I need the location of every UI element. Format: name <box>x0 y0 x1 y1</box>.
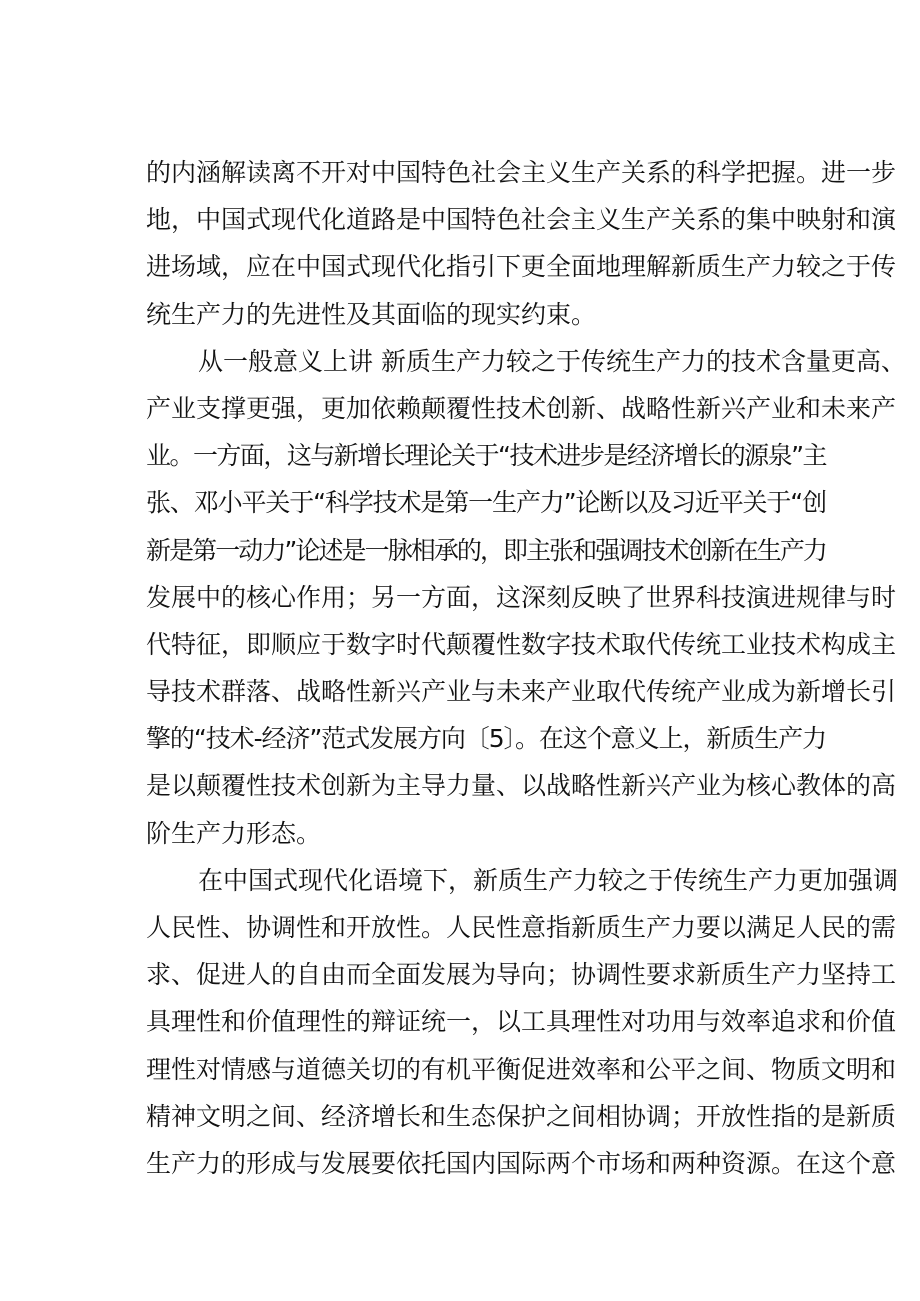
text-line: 产业支撑更强，更加依赖颠覆性技术创新、战略性新兴产业和未来产 <box>146 393 897 423</box>
text-line: 的内涵解读离不开对中国特色社会主义生产关系的科学把握。进一步 <box>146 158 897 187</box>
text-line: 统生产力的先进性及其面临的现实约束。 <box>146 299 597 329</box>
text-line: 理性对情感与道德关切的有机平衡促进效率和公平之间、物质文明和 <box>146 1054 897 1084</box>
text-line: 具理性和价值理性的辩证统一，以工具理性对功用与效率追求和价值 <box>146 1007 897 1037</box>
text-line: 导技术群落、战略性新兴产业与未来产业取代传统产业成为新增长引 <box>146 677 897 707</box>
text-line: 代特征，即顺应于数字时代颠覆性数字技术取代传统工业技术构成主 <box>146 629 897 659</box>
text-line: 新是第一动力”论述是一脉相承的，即主张和强调技术创新在生产力 <box>146 535 826 565</box>
body-text <box>146 149 906 1187</box>
text-line: 阶生产力形态。 <box>146 818 322 848</box>
text-line: 擎的“技术-经济”范式发展方向〔5〕。在这个意义上，新质生产力 <box>146 724 826 754</box>
text-line: 生产力的形成与发展要依托国内国际两个市场和两种资源。在这个意 <box>146 1148 897 1178</box>
text-line: 人民性、协调性和开放性。人民性意指新质生产力要以满足人民的需 <box>146 913 897 942</box>
paragraph-first-line: 在中国式现代化语境下，新质生产力较之于传统生产力更加强调 <box>198 865 899 895</box>
text-line: 精神文明之间、经济增长和生态保护之间相协调；开放性指的是新质 <box>146 1101 897 1131</box>
text-line: 是以颠覆性技术创新为主导力量、以战略性新兴产业为核心教体的高 <box>146 771 897 801</box>
text-line: 进场域，应在中国式现代化指引下更全面地理解新质生产力较之于传 <box>146 252 897 282</box>
text-line: 业。一方面，这与新增长理论关于“技术进步是经济增长的源泉”主 <box>146 441 826 471</box>
text-line: 地，中国式现代化道路是中国特色社会主义生产关系的集中映射和演 <box>146 205 897 235</box>
text-line: 求、促进人的自由而全面发展为导向；协调性要求新质生产力坚持工 <box>146 960 897 990</box>
text-line: 张、邓小平关于“科学技术是第一生产力”论断以及习近平关于“创 <box>146 488 826 518</box>
paragraph-first-line: 从一般意义上讲 新质生产力较之于传统生产力的技术含量更高、 <box>198 346 906 376</box>
text-line: 发展中的核心作用；另一方面，这深刻反映了世界科技演进规律与时 <box>146 582 897 612</box>
